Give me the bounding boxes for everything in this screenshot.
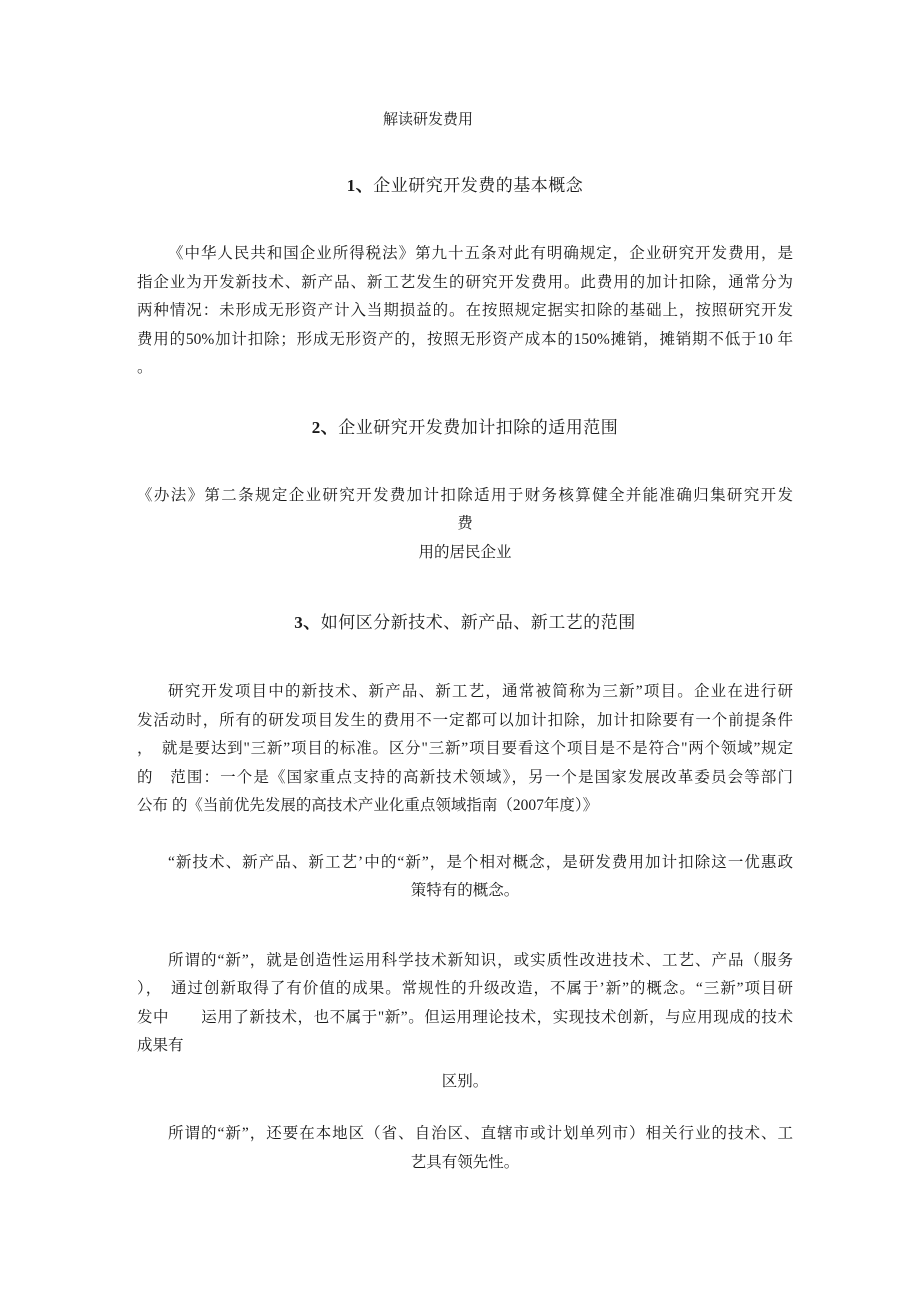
text-line: 发中 运用了新技术，也不属于"新”。但运用理论技术，实现技术创新，与应用现成的技术 [137,1008,793,1026]
page-title: 解读研发费用 [382,112,473,128]
text-line: 《办法》第二条规定企业研究开发费加计扣除适用于财务核算健全并能准确归集研究开发 [137,486,793,504]
text-line: 用的居民企业 [418,543,512,561]
text-line: 所谓的“新”，就是创造性运用科学技术新知识，或实质性改进技术、工艺、产品（服务 [168,951,793,969]
text-line: ）， 通过创新取得了有价值的成果。常规性的升级改造，不属于’新”的概念。“三新”项目研 [137,980,793,997]
text-line: 公布 的《当前优先发展的高技术产业化重点领域指南（2007年度）》 [137,797,599,814]
section-1-paragraph [137,240,793,383]
text-line: 的 范围：一个是《国家重点支持的高新技术领域》，另一个是国家发展改革委员会等部门 [137,768,793,786]
text-line: 指企业为开发新技术、新产品、新工艺发生的研究开发费用。此费用的加计扣除，通常分为 [137,273,793,291]
text-line: 区别。 [441,1072,489,1090]
section-3-paragraph-1 [137,678,793,821]
text-line: 策特有的概念。 [410,882,520,899]
text-line: 成果有 [137,1037,184,1054]
section-3-number: 3、 [294,613,321,632]
text-line: 费用的50%加计扣除；形成无形资产的，按照无形资产成本的150%摊销，摊销期不低于10 年 [137,330,793,348]
section-3-heading-text: 如何区分新技术、新产品、新工艺的范围 [320,613,636,632]
section-2-heading [137,416,793,440]
section-3-heading [137,611,793,635]
text-line: 所谓的“新”，还要在本地区（省、自治区、直辖市或计划单列市）相关行业的技术、工 [168,1125,793,1142]
text-line: ， 就是要达到"三新”项目的标准。区分"三新”项目要看这个项目是不是符合"两个领域”规定 [137,740,793,757]
text-line: “新技术、新产品、新工艺’中的“新”，是个相对概念，是研发费用加计扣除这一优惠政 [168,853,793,871]
text-line: 《中华人民共和国企业所得税法》第九十五条对此有明确规定，企业研究开发费用，是 [168,245,793,262]
section-1-number: 1、 [346,176,374,195]
section-3-paragraph-2 [137,849,793,906]
text-line: 研究开发项目中的新技术、新产品、新工艺，通常被简称为三新”项目。企业在进行研 [168,683,793,700]
section-1-heading [137,174,793,198]
text-line: 。 [137,359,153,376]
text-line: 艺具有领先性。 [410,1153,520,1171]
text-line: 费 [457,515,473,532]
section-1-heading-text: 企业研究开发费的基本概念 [373,176,584,195]
section-2-number: 2、 [311,417,339,437]
text-line: 发活动时，所有的研发项目发生的费用不一定都可以加计扣除，加计扣除要有一个前提条件 [137,711,793,729]
text-line: 两种情况：未形成无形资产计入当期损益的。在按照规定据实扣除的基础上，按照研究开发 [137,302,793,319]
section-3-paragraph-4 [137,1120,793,1177]
section-2-paragraph [137,482,793,568]
section-3-paragraph-3 [137,947,793,1097]
section-2-heading-text: 企业研究开发费加计扣除的适用范围 [338,417,619,437]
